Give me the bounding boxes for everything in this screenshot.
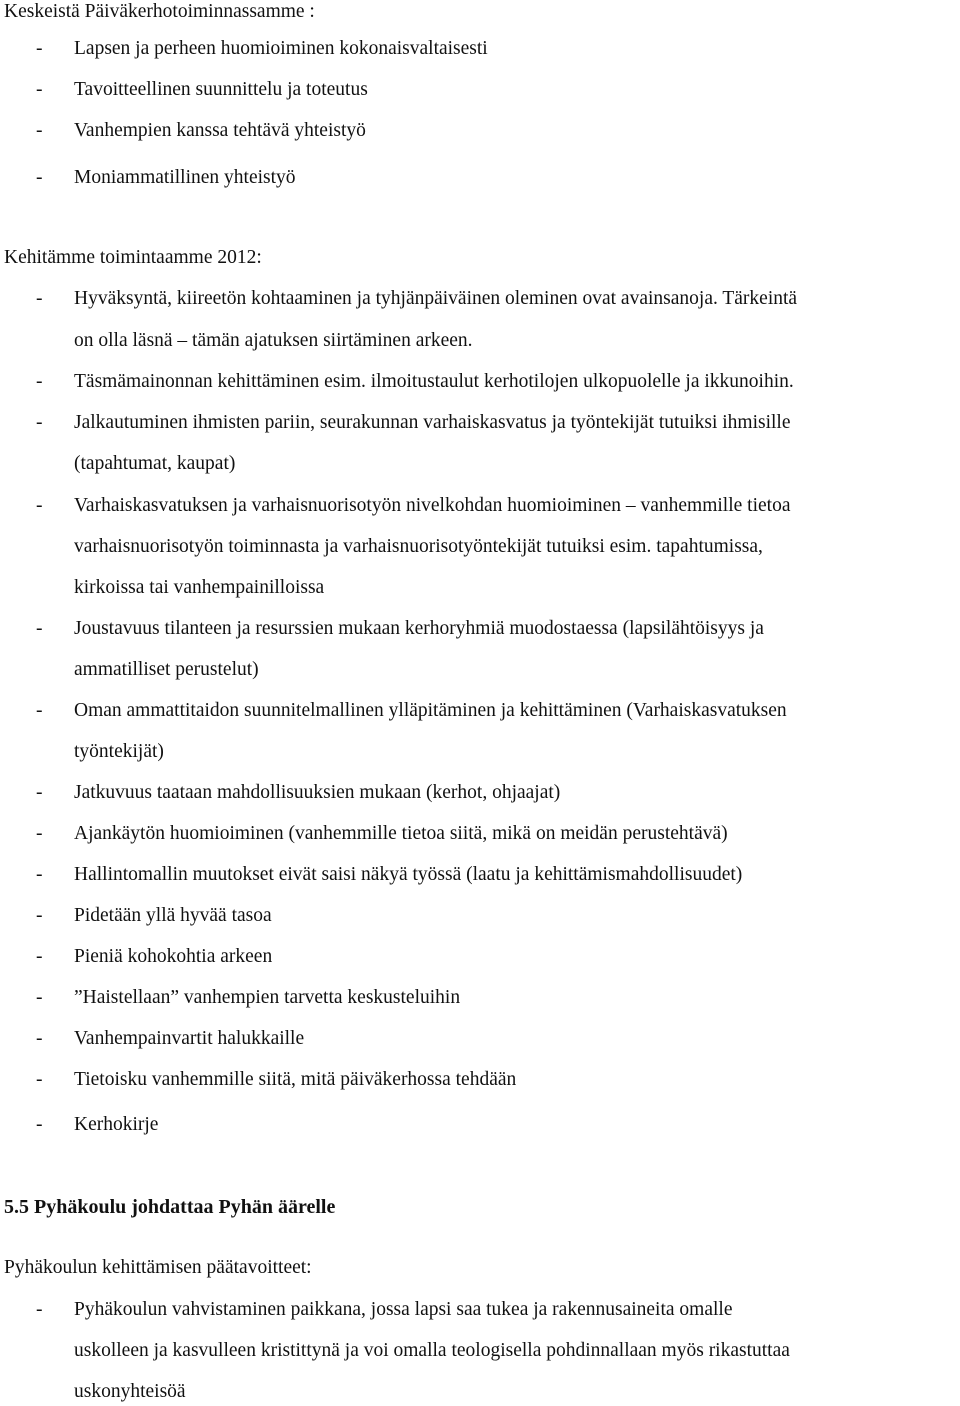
section-subheading: Pyhäkoulun kehittämisen päätavoitteet: (4, 1257, 312, 1278)
bullet-dash: - (36, 371, 43, 392)
bullet-dash: - (36, 38, 43, 59)
bullet-dash: - (36, 1069, 43, 1090)
bullet-dash: - (36, 782, 43, 803)
bullet-dash: - (36, 864, 43, 885)
bullet-dash: - (36, 288, 43, 309)
bullet-dash: - (36, 618, 43, 639)
bullet-dash: - (36, 120, 43, 141)
bullet-dash: - (36, 905, 43, 926)
bullet-dash: - (36, 987, 43, 1008)
bullet-dash: - (36, 167, 43, 188)
bullet-dash: - (36, 495, 43, 516)
bullet-dash: - (36, 1299, 43, 1320)
bullet-dash: - (36, 1114, 43, 1135)
section-heading: Keskeistä Päiväkerhotoiminnassamme : (4, 1, 315, 22)
bullet-dash: - (36, 1028, 43, 1049)
bullet-dash: - (36, 412, 43, 433)
bullet-dash: - (36, 700, 43, 721)
bullet-dash: - (36, 946, 43, 967)
section-heading: Kehitämme toimintaamme 2012: (4, 247, 262, 268)
bullet-dash: - (36, 79, 43, 100)
bullet-dash: - (36, 823, 43, 844)
section-title: 5.5 Pyhäkoulu johdattaa Pyhän äärelle (4, 1196, 336, 1218)
